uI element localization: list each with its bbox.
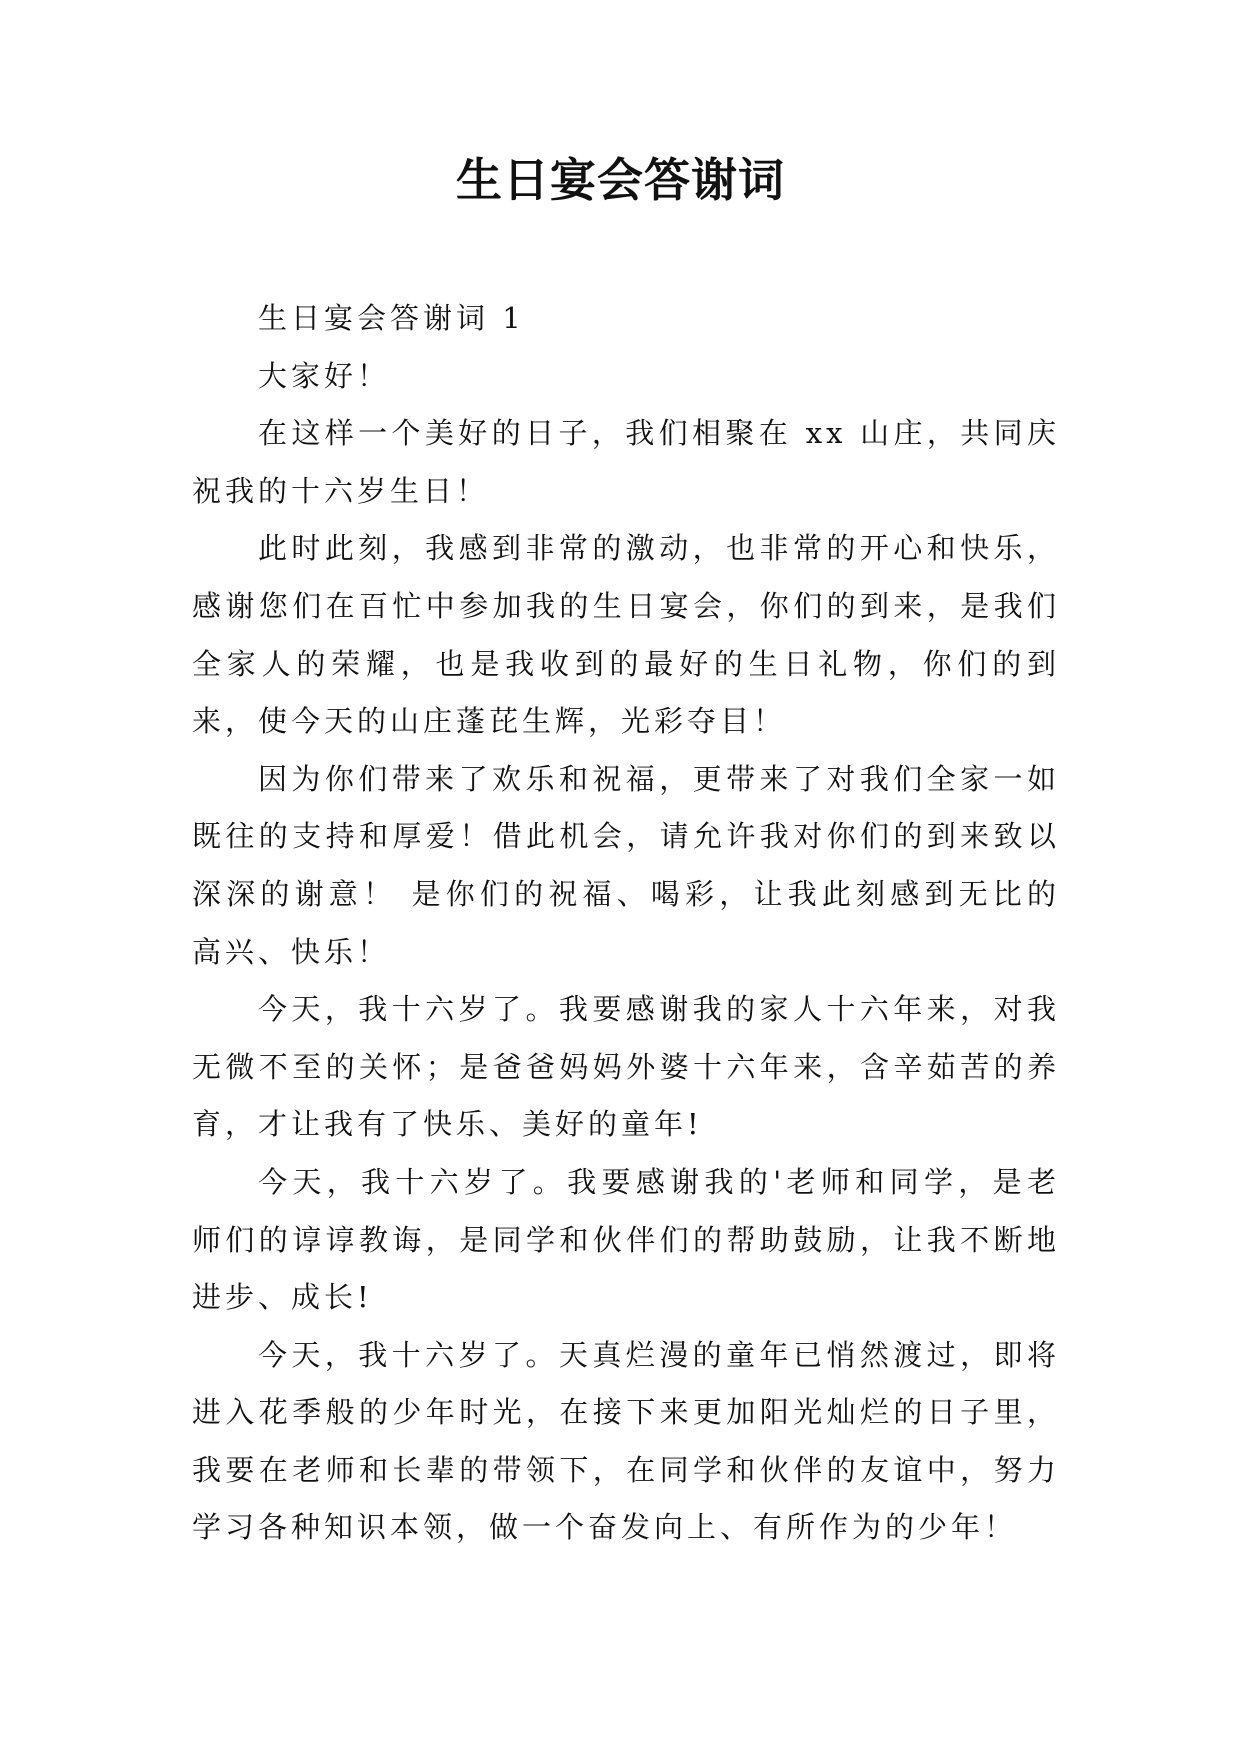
body-paragraph: 今天，我十六岁了。我要感谢我的家人十六年来，对我无微不至的关怀；是爸爸妈妈外婆十六年来，含辛茹苦的养育，才让我有了快乐、美好的童年! [192, 992, 1060, 1142]
body-paragraph: 此时此刻，我感到非常的激动，也非常的开心和快乐，感谢您们在百忙中参加我的生日宴会，你们的到来，是我们全家人的荣耀，也是我收到的最好的生日礼物，你们的到来，使今天的山庄蓬芘生辉，光彩夺目！ [192, 531, 1060, 739]
document-body [192, 290, 1060, 1557]
document-title: 生日宴会答谢词 [456, 153, 785, 207]
section-heading: 生日宴会答谢词 1 [258, 301, 525, 335]
greeting-paragraph: 大家好！ [258, 358, 391, 393]
body-paragraph: 今天，我十六岁了。我要感谢我的'老师和同学，是老师们的谆谆教诲，是同学和伙伴们的帮助鼓励，让我不断地进步、成长! [192, 1164, 1060, 1315]
body-paragraph: 今天，我十六岁了。天真烂漫的童年已悄然渡过，即将进入花季般的少年时光，在接下来更加阳光灿烂的日子里，我要在老师和长辈的带领下，在同学和伙伴的友谊中，努力学习各种知识本领，做一个奋发向上、有所作为的少年！ [192, 1337, 1060, 1545]
body-paragraph: 因为你们带来了欢乐和祝福，更带来了对我们全家一如既往的支持和厚爱！借此机会，请允许我对你们的到来致以深深的谢意！ 是你们的祝福、喝彩，让我此刻感到无比的高兴、快乐！ [192, 761, 1060, 969]
body-paragraph: 在这样一个美好的日子，我们相聚在 xx 山庄，共同庆祝我的十六岁生日！ [192, 416, 1060, 508]
